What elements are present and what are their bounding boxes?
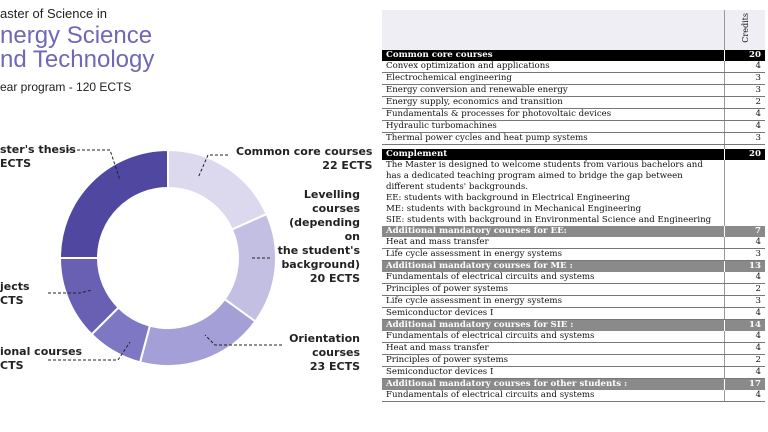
course-row-credits: 4 [725, 61, 766, 73]
background-note-credits [725, 204, 766, 215]
section-description [382, 160, 765, 193]
label-orientation: Orientation courses 23 ECTS [289, 332, 360, 373]
course-row-label: Semiconductor devices I [382, 367, 725, 379]
course-row [382, 121, 765, 133]
group-header-label: Additional mandatory courses for EE: [382, 226, 725, 237]
course-row [382, 355, 765, 367]
program-overview-panel [0, 0, 382, 432]
course-row-credits: 4 [725, 121, 766, 133]
group-header-label: Additional mandatory courses for ME : [382, 261, 725, 273]
credits-header: Credits [725, 10, 766, 50]
group-header [382, 261, 765, 273]
group-header-credits: 17 [725, 379, 766, 391]
course-row-credits: 4 [725, 237, 766, 249]
course-row-credits: 4 [725, 109, 766, 121]
table-header-row [382, 10, 765, 50]
course-row [382, 390, 765, 402]
course-row-label: Life cycle assessment in energy systems [382, 296, 725, 308]
group-header-label: Additional mandatory courses for other students : [382, 379, 725, 391]
course-row [382, 61, 765, 73]
label-levelling: Levelling courses (depending on the student's background) 20 ECTS [277, 188, 360, 285]
course-row-credits: 4 [725, 343, 766, 355]
course-row-label: Fundamentals of electrical circuits and systems [382, 390, 725, 402]
donut-segment-2 [140, 299, 255, 366]
background-note-credits [725, 215, 766, 226]
section-header-1 [382, 149, 765, 160]
group-header-credits: 14 [725, 320, 766, 332]
label-projects: jects CTS [0, 280, 30, 307]
course-row-label: Fundamentals & processes for photovoltaic devices [382, 109, 725, 121]
course-row-credits: 3 [725, 133, 766, 145]
course-row-credits: 4 [725, 367, 766, 379]
course-row-credits: 2 [725, 355, 766, 367]
course-row-label: Hydraulic turbomachines [382, 121, 725, 133]
group-header [382, 379, 765, 391]
course-table-panel [382, 0, 768, 432]
course-row-credits: 3 [725, 73, 766, 85]
section-header-1-label: Complement [382, 149, 725, 160]
background-note-label: EE: students with background in Electrical Engineering [386, 193, 631, 203]
course-row [382, 308, 765, 320]
section-description-label: The Master is designed to welcome students from various bachelors and has a dedicated teaching program aimed to bridge the gap between different students' backgrounds. [386, 160, 703, 192]
course-row [382, 97, 765, 109]
course-row-label: Principles of power systems [382, 284, 725, 296]
section-description-credits [725, 160, 766, 193]
section-header-1-credits: 20 [725, 149, 766, 160]
course-row-label: Principles of power systems [382, 355, 725, 367]
section-header-0-label: Common core courses [382, 50, 725, 61]
course-row-label: Life cycle assessment in energy systems [382, 249, 725, 261]
course-row [382, 73, 765, 85]
course-row [382, 284, 765, 296]
course-row [382, 109, 765, 121]
group-header [382, 226, 765, 237]
program-subtitle: ear program - 120 ECTS [0, 80, 132, 94]
group-header [382, 320, 765, 332]
donut-segment-5 [60, 150, 168, 258]
course-row-label: Semiconductor devices I [382, 308, 725, 320]
course-row-label: Energy conversion and renewable energy [382, 85, 725, 97]
label-optional: ional courses CTS [0, 345, 83, 372]
course-row-credits: 4 [725, 331, 766, 343]
course-row [382, 367, 765, 379]
background-note-label: SIE: students with background in Environmental Science and Engineering [386, 215, 712, 225]
course-row [382, 343, 765, 355]
course-row-label: Convex optimization and applications [382, 61, 725, 73]
course-row-label: Energy supply, economics and transition [382, 97, 725, 109]
course-table [382, 10, 765, 402]
group-header-credits: 7 [725, 226, 766, 237]
table-header-blank [382, 10, 725, 50]
course-row [382, 237, 765, 249]
course-row-label: Thermal power cycles and heat pump systems [382, 133, 725, 145]
course-row-label: Fundamentals of electrical circuits and systems [382, 272, 725, 284]
program-title-line-1: nergy Science [0, 22, 153, 49]
course-row-credits: 3 [725, 85, 766, 97]
group-header-credits: 13 [725, 261, 766, 273]
program-line: aster of Science in [0, 6, 107, 21]
course-row-label: Fundamentals of electrical circuits and systems [382, 331, 725, 343]
section-header-0-credits: 20 [725, 50, 766, 61]
background-note [382, 204, 765, 215]
course-row-credits: 3 [725, 249, 766, 261]
course-row-credits: 3 [725, 296, 766, 308]
background-note-label: ME: students with background in Mechanical Engineering [386, 204, 642, 214]
course-row-credits: 4 [725, 272, 766, 284]
label-common-core: Common core courses 22 ECTS [236, 145, 373, 172]
course-row-credits: 4 [725, 390, 766, 402]
group-header-label: Additional mandatory courses for SIE : [382, 320, 725, 332]
course-row-credits: 2 [725, 284, 766, 296]
course-row [382, 133, 765, 145]
background-note [382, 193, 765, 204]
course-row [382, 331, 765, 343]
course-row-label: Electrochemical engineering [382, 73, 725, 85]
course-row-credits: 2 [725, 97, 766, 109]
course-row-label: Heat and mass transfer [382, 343, 725, 355]
course-row [382, 85, 765, 97]
section-header-0 [382, 50, 765, 61]
label-thesis: ster's thesis ECTS [0, 143, 76, 170]
program-title-line-2: nd Technology [0, 46, 155, 73]
course-row [382, 296, 765, 308]
background-note [382, 215, 765, 226]
course-row-label: Heat and mass transfer [382, 237, 725, 249]
course-row [382, 272, 765, 284]
course-row-credits: 4 [725, 308, 766, 320]
background-note-credits [725, 193, 766, 204]
course-row [382, 249, 765, 261]
